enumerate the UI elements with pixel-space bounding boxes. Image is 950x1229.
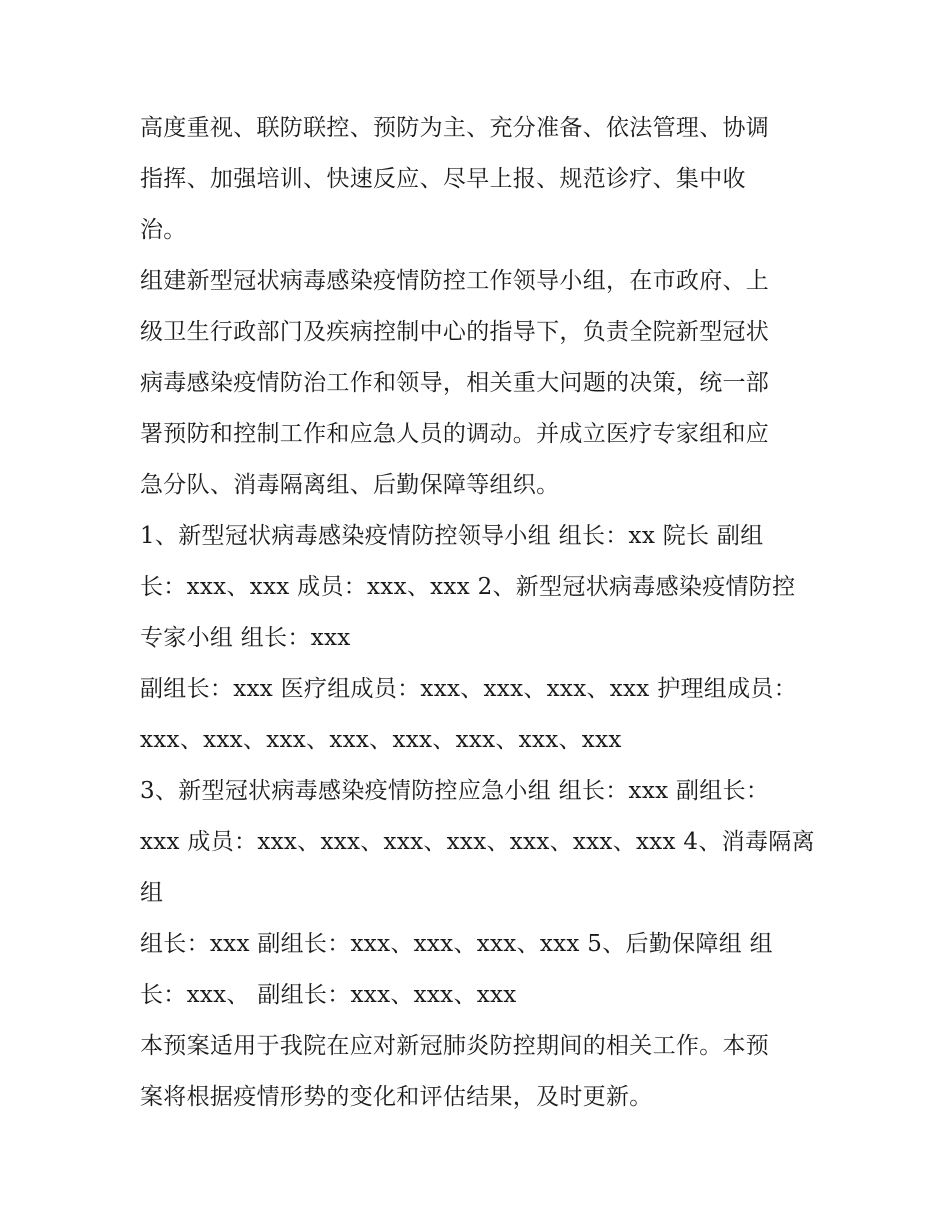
text-line: 本预案适用于我院在应对新冠肺炎防控期间的相关工作。本预 xyxy=(140,1033,770,1059)
text-line: 组长：xxx 副组长：xxx、xxx、xxx、xxx 5、后勤保障组 组 xyxy=(140,931,773,957)
text-line: 病毒感染疫情防治工作和领导，相关重大问题的决策，统一部 xyxy=(140,370,770,396)
text-line: 1、新型冠状病毒感染疫情防控领导小组 组长：xx 院长 副组 xyxy=(140,523,764,549)
text-line: 治。 xyxy=(140,217,187,243)
text-line: 副组长：xxx 医疗组成员：xxx、xxx、xxx、xxx 护理组成员： xyxy=(140,676,797,702)
text-line: 急分队、消毒隔离组、后勤保障等组织。 xyxy=(140,472,560,498)
document-body xyxy=(140,103,820,1123)
text-line: 专家小组 组长：xxx xyxy=(140,625,351,651)
text-line: xxx 成员：xxx、xxx、xxx、xxx、xxx、xxx、xxx 4、消毒隔离 xyxy=(140,829,815,855)
text-line: 高度重视、联防联控、预防为主、充分准备、依法管理、协调 xyxy=(140,115,770,141)
text-line: 3、新型冠状病毒感染疫情防控应急小组 组长：xxx 副组长： xyxy=(140,778,770,804)
text-line: 署预防和控制工作和应急人员的调动。并成立医疗专家组和应 xyxy=(140,421,770,447)
text-line: 长：xxx、xxx 成员：xxx、xxx 2、新型冠状病毒感染疫情防控 xyxy=(140,574,796,600)
text-line: 组 xyxy=(140,880,164,906)
text-line: xxx、xxx、xxx、xxx、xxx、xxx、xxx、xxx xyxy=(140,727,622,753)
text-line: 指挥、加强培训、快速反应、尽早上报、规范诊疗、集中收 xyxy=(140,166,746,192)
text-line: 组建新型冠状病毒感染疫情防控工作领导小组，在市政府、上 xyxy=(140,268,770,294)
text-line: 长：xxx、 副组长：xxx、xxx、xxx xyxy=(140,982,517,1008)
text-line: 案将根据疫情形势的变化和评估结果，及时更新。 xyxy=(140,1084,653,1110)
text-line: 级卫生行政部门及疾病控制中心的指导下，负责全院新型冠状 xyxy=(140,319,770,345)
